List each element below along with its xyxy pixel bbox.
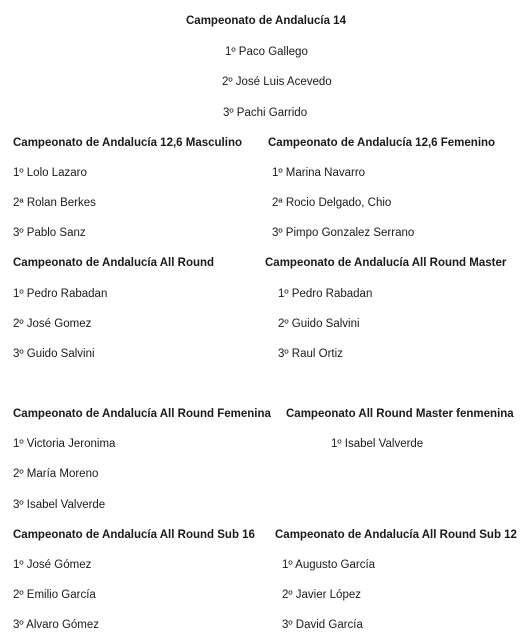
result-3: 3º David García (282, 619, 363, 631)
result-2: 2ª Rolan Berkes (13, 197, 96, 209)
result-1: 1º Pedro Rabadan (13, 288, 108, 300)
result-1: 1º Pedro Rabadan (278, 288, 373, 300)
section-title-andalucia-14: Campeonato de Andalucía 14 (186, 15, 346, 27)
result-1: 1º Marina Navarro (272, 167, 366, 179)
section-title-126-femenino: Campeonato de Andalucía 12,6 Femenino (268, 137, 496, 149)
result-1: 1º Paco Gallego (225, 46, 308, 58)
result-1: 1º Victoria Jeronima (13, 438, 116, 450)
result-2: 2º Javier López (282, 589, 361, 601)
result-2: 2º María Moreno (13, 468, 99, 480)
result-1: 1º Augusto García (282, 559, 376, 571)
result-3: 3º Pimpo Gonzalez Serrano (272, 227, 415, 239)
result-3: 3º Guido Salvini (13, 348, 95, 360)
section-title-all-round-master-femenina: Campeonato All Round Master fenmenina (286, 408, 514, 420)
result-2: 2º Emilio García (13, 589, 96, 601)
result-2: 2ª Rocio Delgado, Chio (272, 197, 392, 209)
result-2: 2º Guido Salvini (278, 318, 360, 330)
section-title-126-masculino: Campeonato de Andalucía 12,6 Masculino (13, 137, 242, 149)
section-title-all-round: Campeonato de Andalucía All Round (13, 257, 215, 269)
section-title-all-round-master: Campeonato de Andalucía All Round Master (265, 257, 507, 269)
section-title-all-round-femenina: Campeonato de Andalucía All Round Femenina (13, 408, 271, 420)
result-1: 1º Isabel Valverde (331, 438, 424, 450)
section-title-sub-16: Campeonato de Andalucía All Round Sub 16 (13, 529, 255, 541)
result-1: 1º José Gómez (13, 559, 92, 571)
section-title-sub-12: Campeonato de Andalucía All Round Sub 12 (275, 529, 517, 541)
result-3: 3º Alvaro Gómez (13, 619, 100, 631)
result-2: 2º José Gomez (13, 318, 92, 330)
result-3: 3º Pablo Sanz (13, 227, 86, 239)
result-3: 3º Raul Ortiz (278, 348, 343, 360)
result-2: 2º José Luis Acevedo (222, 76, 332, 88)
result-3: 3º Pachi Garrido (223, 107, 308, 119)
result-1: 1º Lolo Lazaro (13, 167, 87, 179)
result-3: 3º Isabel Valverde (13, 499, 106, 511)
